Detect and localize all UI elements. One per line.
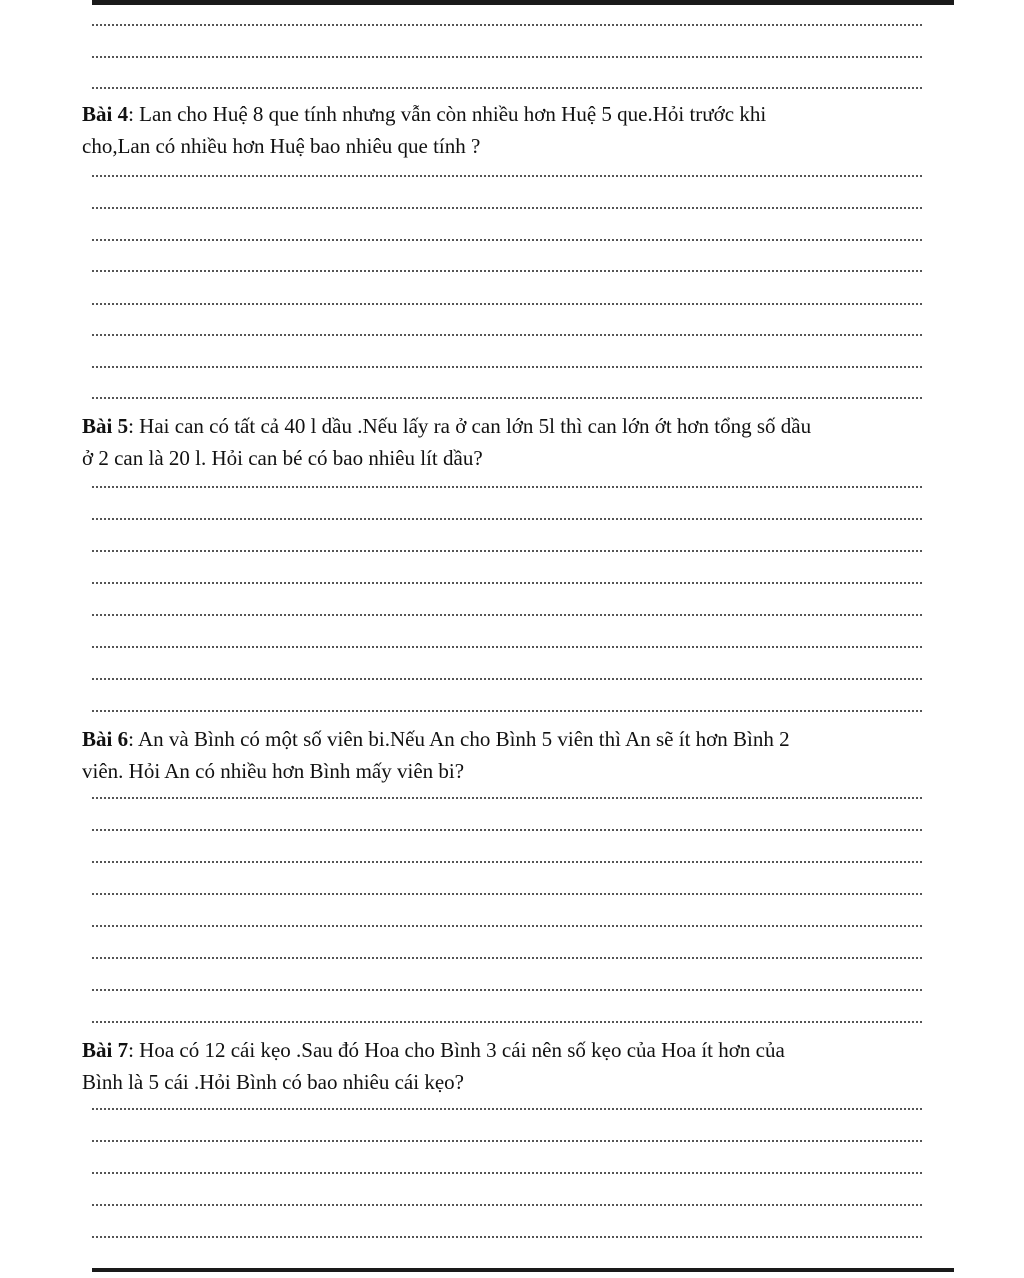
answer-line: [92, 56, 922, 58]
answer-line: [92, 614, 922, 616]
problem-5: [82, 410, 952, 474]
problem-5-text-1: : Hai can có tất cả 40 l dầu .Nếu lấy ra ở can lớn 5l thì can lớn ớt hơn tổng số dầu: [128, 414, 812, 438]
answer-line: [92, 925, 922, 927]
answer-line: [92, 1172, 922, 1174]
problem-7-text-1: : Hoa có 12 cái kẹo .Sau đó Hoa cho Bình 3 cái nên số kẹo của Hoa ít hơn của: [128, 1038, 785, 1062]
problem-5-line-1: [82, 410, 952, 442]
answer-line: [92, 239, 922, 241]
answer-line: [92, 957, 922, 959]
answer-line: [92, 87, 922, 89]
problem-6-text-1: : An và Bình có một số viên bi.Nếu An cho Bình 5 viên thì An sẽ ít hơn Bình 2: [128, 727, 790, 751]
answer-line: [92, 334, 922, 336]
problem-7: [82, 1034, 952, 1098]
bottom-border-rule: [92, 1268, 954, 1272]
answer-line: [92, 829, 922, 831]
problem-4: [82, 98, 952, 162]
problem-5-line-2: ở 2 can là 20 l. Hỏi can bé có bao nhiêu lít dầu?: [82, 446, 483, 470]
answer-line: [92, 518, 922, 520]
answer-line: [92, 1140, 922, 1142]
problem-4-line-1: [82, 98, 952, 130]
problem-7-line-2: Bình là 5 cái .Hỏi Bình có bao nhiêu cái kẹo?: [82, 1070, 464, 1094]
answer-line: [92, 303, 922, 305]
answer-line: [92, 1021, 922, 1023]
answer-line: [92, 486, 922, 488]
answer-line: [92, 366, 922, 368]
problem-6-label: Bài 6: [82, 727, 129, 751]
answer-line: [92, 24, 922, 26]
problem-6-line-1: [82, 723, 952, 755]
answer-line: [92, 397, 922, 399]
problem-5-label: Bài 5: [82, 414, 129, 438]
answer-line: [92, 710, 922, 712]
answer-line: [92, 646, 922, 648]
answer-line: [92, 1236, 922, 1238]
answer-line: [92, 207, 922, 209]
problem-7-label: Bài 7: [82, 1038, 129, 1062]
answer-line: [92, 175, 922, 177]
answer-line: [92, 582, 922, 584]
problem-4-line-2: cho,Lan có nhiều hơn Huệ bao nhiêu que tính ?: [82, 134, 481, 158]
problem-4-text-1: : Lan cho Huệ 8 que tính nhưng vẫn còn nhiều hơn Huệ 5 que.Hỏi trước khi: [128, 102, 767, 126]
answer-line: [92, 797, 922, 799]
problem-7-line-1: [82, 1034, 952, 1066]
answer-line: [92, 550, 922, 552]
answer-line: [92, 989, 922, 991]
answer-line: [92, 893, 922, 895]
problem-6-line-2: viên. Hỏi An có nhiều hơn Bình mấy viên bi?: [82, 759, 465, 783]
answer-line: [92, 1204, 922, 1206]
answer-line: [92, 861, 922, 863]
answer-line: [92, 678, 922, 680]
problem-4-label: Bài 4: [82, 102, 129, 126]
answer-line: [92, 270, 922, 272]
problem-6: [82, 723, 952, 787]
answer-line: [92, 1108, 922, 1110]
top-border-rule: [92, 0, 954, 5]
